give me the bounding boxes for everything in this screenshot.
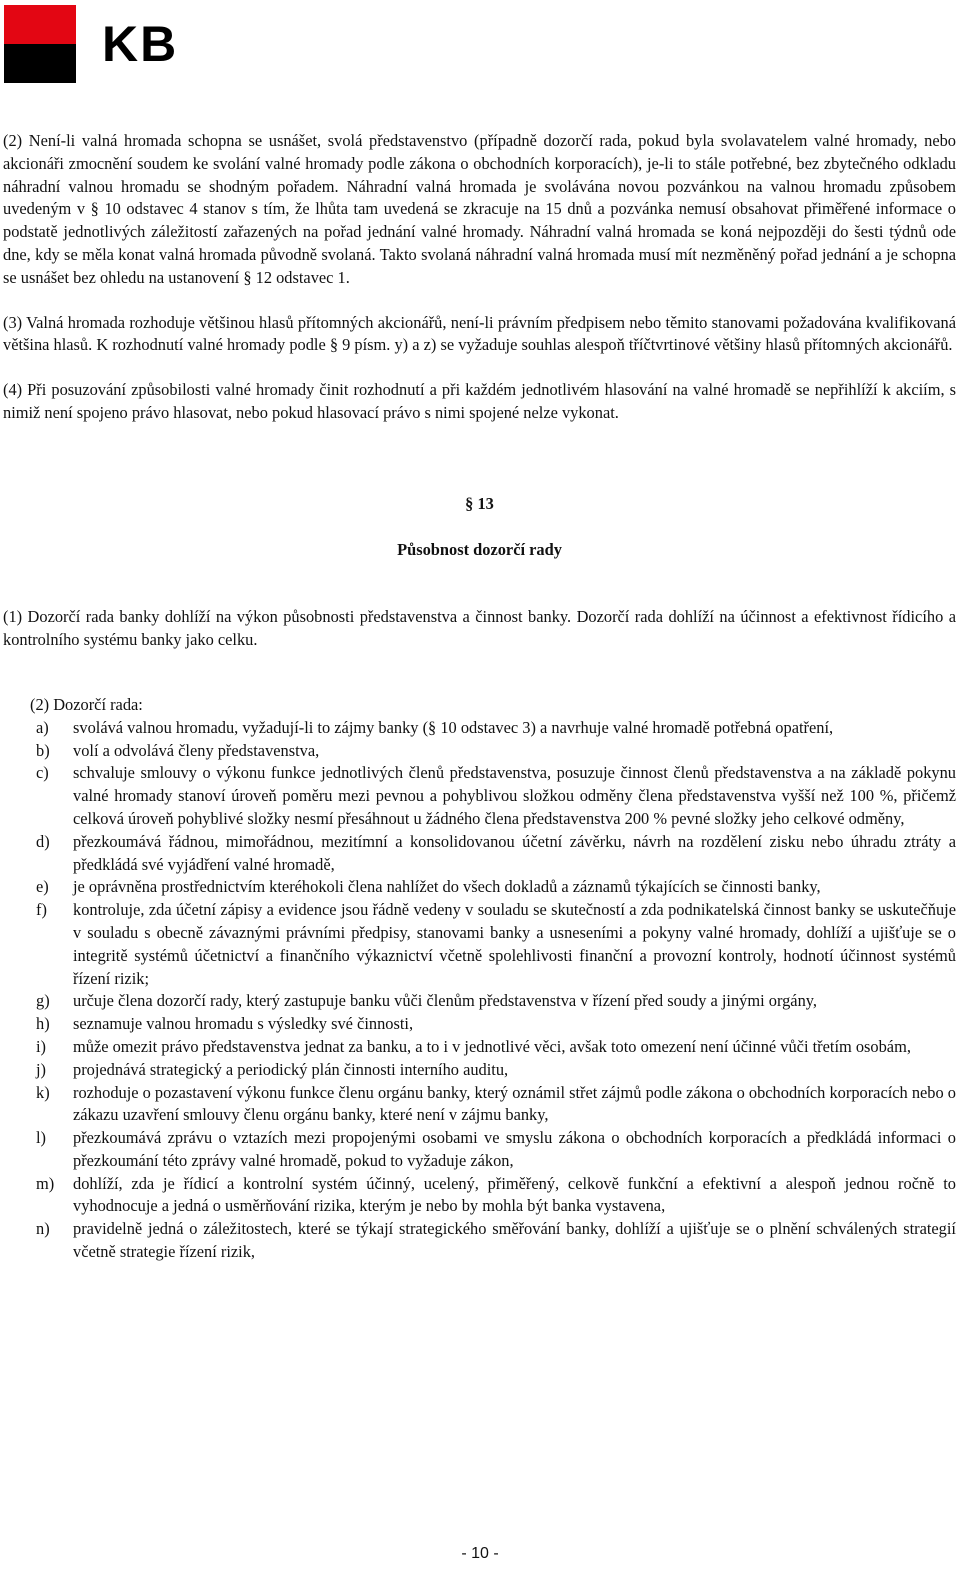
list-item-text: kontroluje, zda účetní zápisy a evidence jsou řádně vedeny v souladu se skutečností a zda podnikatelská činnost banky se uskutečňuje v souladu s obecně závaznými právními předpisy, stanovami banky a usneseními a pokyny valné hromady, dohlíží a ujišťuje se o integritě systémů účetnictví a finančního výkaznictví včetně spolehlivosti finanční a provozní kontroly, hodnotí účinnost systémů řízení rizik; bbox=[73, 900, 956, 988]
section-paragraph-1: (1) Dozorčí rada banky dohlíží na výkon působnosti představenstva a činnost banky. Dozorčí rada dohlíží na účinnost a efektivnost řídicího a kontrolního systému banky jako celku. bbox=[3, 607, 956, 650]
list-item-letter: f) bbox=[36, 900, 47, 920]
paragraph-2: (2) Není-li valná hromada schopna se usnášet, svolá představenstvo (případně dozorčí rada, pokud byla svolavatelem valné hromady, nebo akcionáři zmocnění soudem ke svolání valné hromady podle zákona o obchodních korporacích), je-li to stále potřebné, bez zbytečného odkladu náhradní valnou hromadu se shodným pořadem. Náhradní valná hromada je svolávána novou pozvánkou na valnou hromadu způsobem uvedeným v § 10 odstavec 4 stanov s tím, že lhůta tam uvedená se zkracuje na 15 dnů a pozvánka nemusí obsahovat přiměřené informace o podstatě jednotlivých záležitostí zařazených na pořad jednání valné hromady. Náhradní valná hromada se koná nejpozději do šesti týdnů ode dne, kdy se měla konat valná hromada původně svolaná. Takto svolaná náhradní valná hromada musí mít nezměněný pořad jednání a je schopna se usnášet bez ohledu na ustanovení § 12 odstavec 1. bbox=[3, 131, 956, 287]
list-item bbox=[3, 1173, 956, 1219]
kb-logo-text: KB bbox=[102, 16, 179, 72]
list-item-letter: k) bbox=[36, 1082, 50, 1102]
list-item-letter: g) bbox=[36, 991, 50, 1011]
kb-logo bbox=[4, 5, 178, 83]
list-item bbox=[3, 1127, 956, 1173]
list-item bbox=[3, 717, 956, 740]
list-item bbox=[3, 762, 956, 830]
document-body bbox=[3, 130, 956, 1264]
list-intro: (2) Dozorčí rada: bbox=[30, 694, 143, 714]
list-item bbox=[3, 1059, 956, 1082]
list-item bbox=[3, 876, 956, 899]
list-item-text: přezkoumává zprávu o vztazích mezi propojenými osobami ve smyslu zákona o obchodních korporacích a předkládá informaci o přezkoumání této zprávy valné hromadě, pokud to vyžaduje zákon, bbox=[73, 1128, 956, 1170]
list-item bbox=[3, 1218, 956, 1264]
list-item-letter: n) bbox=[36, 1219, 50, 1239]
list-item bbox=[3, 990, 956, 1013]
list-item-text: projednává strategický a periodický plán činnosti interního auditu, bbox=[73, 1059, 509, 1079]
list-item-letter: b) bbox=[36, 740, 50, 760]
list-item bbox=[3, 1082, 956, 1128]
list-item-text: schvaluje smlouvy o výkonu funkce jednotlivých členů představenstva, posuzuje činnost členů představenstva a na základě pokynu valné hromady stanoví úroveň poměru mezi pevnou a pohyblivou složkou odměny člena představenstva vyšší než 100 %, přičemž celková úroveň pohyblivé složky nesmí přesáhnout u žádného člena představenstva 200 % pevné složky jeho celkové odměny, bbox=[73, 763, 956, 828]
list-item-letter: i) bbox=[36, 1036, 47, 1056]
list-item-letter: e) bbox=[36, 877, 49, 897]
list-item-text: svolává valnou hromadu, vyžadují-li to zájmy banky (§ 10 odstavec 3) a navrhuje valné hromadě potřebná opatření, bbox=[73, 717, 834, 737]
section-number: § 13 bbox=[465, 493, 494, 513]
list-item-letter: c) bbox=[36, 763, 49, 783]
list-item-text: určuje člena dozorčí rady, který zastupuje banku vůči členům představenstva v řízení před soudy a jinými orgány, bbox=[73, 991, 818, 1011]
list-item-text: přezkoumává řádnou, mimořádnou, mezitímní a konsolidovanou účetní závěrku, návrh na rozdělení zisku nebo úhradu ztráty a předkládá své vyjádření valné hromadě, bbox=[73, 831, 956, 874]
list-item bbox=[3, 740, 956, 763]
list-item bbox=[3, 831, 956, 877]
list-item-text: může omezit právo představenstva jednat za banku, a to i v jednotlivé věci, avšak toto omezení není účinné vůči třetím osobám, bbox=[73, 1036, 911, 1056]
list-item-text: dohlíží, zda je řídicí a kontrolní systém účinný, ucelený, přiměřený, celkově funkční a efektivní a alespoň jednou ročně to vyhodnocuje a jedná o usměrňování rizika, kterým je nebo by mohla být banka vystavena, bbox=[73, 1173, 956, 1216]
list-item-letter: j) bbox=[36, 1059, 47, 1079]
kb-logo-mark bbox=[4, 5, 76, 83]
list-item-text: seznamuje valnou hromadu s výsledky své činnosti, bbox=[73, 1014, 414, 1034]
paragraph-3: (3) Valná hromada rozhoduje většinou hlasů přítomných akcionářů, není-li právním předpisem nebo těmito stanovami požadována kvalifikovaná většina hlasů. K rozhodnutí valné hromady podle § 9 písm. y) a z) se vyžaduje souhlas alespoň tříčtvrtinové většiny hlasů přítomných akcionářů. bbox=[3, 312, 956, 355]
list-item-text: volí a odvolává členy představenstva, bbox=[73, 740, 320, 760]
list-item bbox=[3, 1013, 956, 1036]
paragraph-4: (4) Při posuzování způsobilosti valné hromady činit rozhodnutí a při každém jednotlivém hlasování na valné hromadě se nepřihlíží k akciím, s nimiž není spojeno právo hlasovat, nebo pokud hlasovací právo s nimi spojené nelze vykonat. bbox=[3, 380, 956, 422]
supervisory-board-duties-list bbox=[3, 717, 956, 1264]
list-item-text: je oprávněna prostřednictvím kteréhokoli člena nahlížet do všech dokladů a záznamů týkajících se činnosti banky, bbox=[73, 877, 821, 897]
list-item bbox=[3, 1036, 956, 1059]
list-item-letter: m) bbox=[36, 1173, 55, 1193]
list-item-letter: h) bbox=[36, 1014, 50, 1034]
list-item-letter: d) bbox=[36, 831, 50, 851]
page-number: - 10 - bbox=[461, 1545, 499, 1562]
section-title: Působnost dozorčí rady bbox=[397, 539, 562, 559]
list-item-letter: l) bbox=[36, 1128, 47, 1148]
list-item bbox=[3, 899, 956, 990]
list-item-text: rozhoduje o pozastavení výkonu funkce členu orgánu banky, který oznámil střet zájmů podle zákona o obchodních korporacích nebo o zákazu uzavření smlouvy členu orgánu banky, které není v zájmu banky, bbox=[73, 1082, 956, 1125]
list-item-letter: a) bbox=[36, 717, 49, 737]
list-item-text: pravidelně jedná o záležitostech, které se týkají strategického směřování banky, dohlíží a ujišťuje se o plnění schválených strategií včetně strategie řízení rizik, bbox=[73, 1219, 956, 1262]
